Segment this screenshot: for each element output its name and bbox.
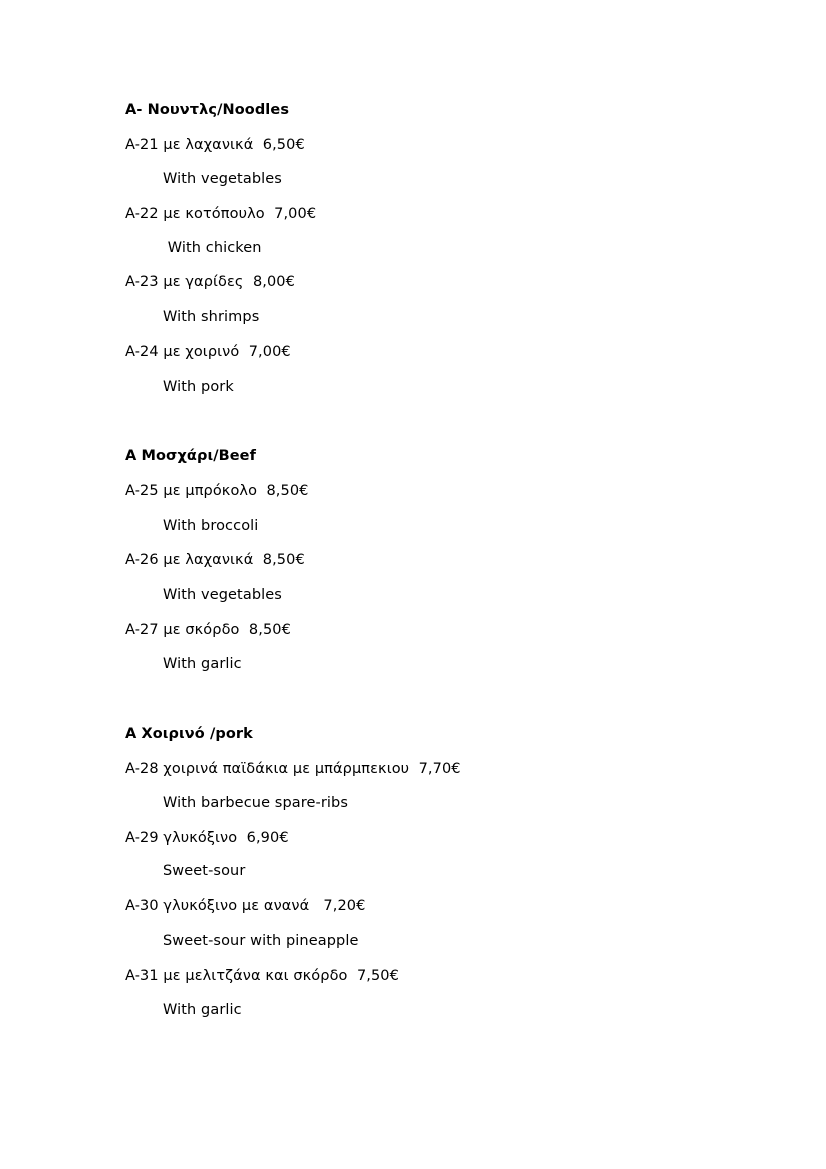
menu-item-description: With pork [163,379,234,395]
menu-item: A-23 με γαρίδες 8,00€ [125,274,295,290]
menu-item-description: With vegetables [163,587,282,603]
menu-item-description: With shrimps [163,309,260,325]
menu-item-description: Sweet-sour with pineapple [163,933,359,949]
menu-item: A-25 με μπρόκολο 8,50€ [125,483,309,499]
menu-item-description: With barbecue spare-ribs [163,795,348,811]
menu-item: A-22 με κοτόπουλο 7,00€ [125,206,317,222]
menu-item: A-24 με χοιρινό 7,00€ [125,344,291,360]
menu-item: A-21 με λαχανικά 6,50€ [125,137,305,153]
menu-item: A-29 γλυκόξινο 6,90€ [125,830,289,846]
menu-item-description: With garlic [163,656,242,672]
menu-item-description: With garlic [163,1002,242,1018]
section-heading-noodles: A- Νουντλς/Noodles [125,102,290,118]
menu-item: A-26 με λαχανικά 8,50€ [125,552,305,568]
menu-item-description: With chicken [163,240,262,256]
menu-item: A-31 με μελιτζάνα και σκόρδο 7,50€ [125,968,399,984]
section-heading-pork: A Χοιρινό /pork [125,726,253,742]
menu-item-description: With vegetables [163,171,282,187]
menu-item: A-28 χοιρινά παϊδάκια με μπάρμπεκιου 7,70€ [125,761,461,777]
menu-item: A-30 γλυκόξινο με ανανά 7,20€ [125,898,366,914]
menu-item-description: Sweet-sour [163,863,246,879]
menu-item: A-27 με σκόρδο 8,50€ [125,622,291,638]
menu-item-description: With broccoli [163,518,259,534]
section-heading-beef: A Μοσχάρι/Beef [125,448,257,464]
